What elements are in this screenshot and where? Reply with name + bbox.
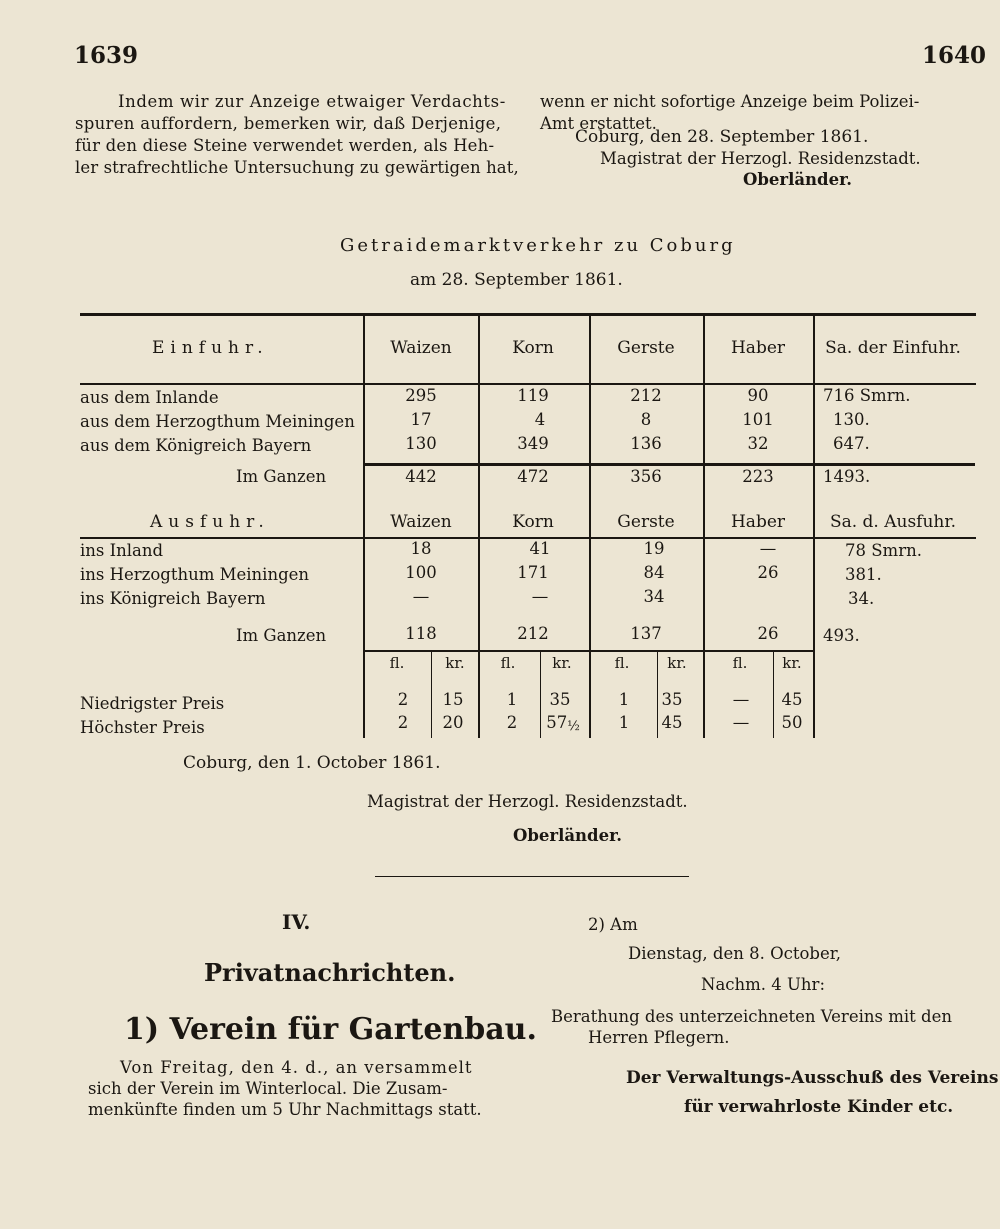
notice-authority: Magistrat der Herzogl. Residenzstadt. (600, 149, 921, 168)
cell-waizen-fl: 2 (397, 690, 409, 709)
column-rule (478, 316, 480, 738)
notice-line: ler strafrechtliche Untersuchung zu gewärtigen hat, (75, 158, 519, 177)
cell-waizen-kr: 15 (442, 690, 464, 709)
cell-waizen-kr: 20 (442, 713, 464, 732)
cell-sum: 130. (833, 410, 870, 429)
row-label: Im Ganzen (236, 467, 327, 486)
row-label: Höchster Preis (80, 718, 205, 737)
column-rule (589, 316, 591, 738)
cell-haber-kr: 45 (781, 690, 803, 709)
cell-korn: 472 (517, 467, 549, 486)
cell-gerste: 137 (630, 624, 662, 643)
item2-text: Herren Pflegern. (588, 1028, 730, 1047)
row-label: Niedrigster Preis (80, 694, 225, 713)
cell-haber: 223 (742, 467, 774, 486)
cell-haber: — (759, 539, 777, 558)
cell-gerste: 84 (643, 563, 665, 582)
table-rule-export-header (80, 537, 976, 539)
cell-sum: 647. (833, 434, 870, 453)
cell-waizen: 18 (410, 539, 432, 558)
notice-line: wenn er nicht sofortige Anzeige beim Polizei- (540, 92, 920, 111)
cell-korn-kr (546, 713, 580, 734)
market-authority: Magistrat der Herzogl. Residenzstadt. (367, 792, 688, 811)
cell-waizen: 100 (405, 563, 437, 582)
market-title: Getraidemarktverkehr zu Coburg (340, 235, 736, 256)
page-number-right: 1640 (922, 42, 987, 69)
unit-fl: fl. (389, 654, 405, 672)
header-cell: Korn (512, 338, 554, 358)
notice-line: Indem wir zur Anzeige etwaiger Verdachts- (118, 92, 506, 111)
cell-haber-fl: — (732, 690, 750, 709)
cell-gerste: 136 (630, 434, 662, 453)
cell-korn-fl: 2 (506, 713, 518, 732)
market-signature: Oberländer. (513, 826, 623, 845)
row-label: aus dem Inlande (80, 388, 219, 407)
unit-fl: fl. (732, 654, 748, 672)
table-rule-header (80, 383, 976, 385)
item2-line: Dienstag, den 8. October, (628, 944, 842, 963)
notice-signature: Oberländer. (743, 170, 853, 189)
header-cell: Haber (730, 512, 786, 532)
cell-haber: 90 (747, 386, 769, 405)
cell-haber: 32 (747, 434, 769, 453)
cell-korn: 4 (534, 410, 546, 429)
header-cell: Ausfuhr. (150, 512, 270, 532)
column-rule (703, 316, 705, 738)
cell-gerste-kr: 45 (661, 713, 683, 732)
cell-sum: 716 Smrn. (823, 386, 911, 405)
notice-date: Coburg, den 28. September 1861. (575, 127, 869, 147)
item1-line: menkünfte finden um 5 Uhr Nachmittags statt. (88, 1100, 482, 1119)
cell-korn: 212 (517, 624, 549, 643)
item1-line: Von Freitag, den 4. d., an versammelt (120, 1058, 473, 1077)
column-rule (431, 652, 432, 738)
cell-korn-fl: 1 (506, 690, 518, 709)
cell-korn: 349 (517, 434, 549, 453)
cell-korn-kr: 35 (549, 690, 571, 709)
unit-fl: fl. (614, 654, 630, 672)
unit-kr: kr. (667, 654, 687, 672)
column-rule (813, 316, 815, 738)
item2-line: Nachm. 4 Uhr: (701, 975, 825, 994)
cell-waizen: 130 (405, 434, 437, 453)
row-label: ins Inland (80, 541, 164, 560)
cell-gerste: 356 (630, 467, 662, 486)
header-cell: Einfuhr. (152, 338, 269, 358)
header-cell: Sa. d. Ausfuhr. (829, 512, 957, 532)
cell-korn: 41 (529, 539, 551, 558)
cell-korn: 119 (517, 386, 549, 405)
item1-title: 1) Verein für Gartenbau. (124, 1012, 537, 1047)
header-cell: Gerste (617, 338, 675, 358)
cell-waizen: 295 (405, 386, 437, 405)
market-date: Coburg, den 1. October 1861. (183, 753, 441, 773)
cell-sum: 34. (848, 589, 875, 608)
table-rule-import-sum (363, 463, 975, 466)
table-rule-top (80, 313, 976, 316)
unit-fl: fl. (500, 654, 516, 672)
row-label: ins Königreich Bayern (80, 589, 266, 608)
section-divider (375, 876, 689, 877)
cell-haber: 26 (757, 563, 779, 582)
cell-korn: 171 (517, 563, 549, 582)
cell-haber-fl: — (732, 713, 750, 732)
page-number-left: 1639 (74, 42, 139, 69)
notice-line: Amt erstattet. (540, 114, 657, 133)
item2-signature: für verwahrloste Kinder etc. (684, 1097, 954, 1117)
header-cell: Haber (730, 338, 786, 358)
header-cell: Korn (512, 512, 554, 532)
cell-haber-kr: 50 (781, 713, 803, 732)
market-subtitle: am 28. September 1861. (410, 270, 623, 290)
row-label: aus dem Herzogthum Meiningen (80, 412, 355, 431)
cell-waizen: 118 (405, 624, 437, 643)
item1-line: sich der Verein im Winterlocal. Die Zusam- (88, 1079, 448, 1098)
item2-line: 2) Am (588, 915, 638, 934)
notice-line: für den diese Steine verwendet werden, als Heh- (75, 136, 495, 155)
column-rule (363, 316, 365, 738)
cell-haber: 26 (757, 624, 779, 643)
item2-text: Berathung des unterzeichneten Vereins mit den (551, 1007, 952, 1026)
cell-gerste-fl: 1 (618, 713, 630, 732)
cell-waizen: 17 (410, 410, 432, 429)
cell-sum: 1493. (823, 467, 871, 486)
section-number: IV. (282, 910, 311, 934)
cell-gerste: 8 (640, 410, 652, 429)
row-label: Im Ganzen (236, 626, 327, 645)
cell-waizen: 442 (405, 467, 437, 486)
section-title: Privatnachrichten. (204, 958, 456, 987)
cell-gerste: 19 (643, 539, 665, 558)
cell-gerste-fl: 1 (618, 690, 630, 709)
cell-sum: 493. (823, 626, 860, 645)
header-cell: Waizen (390, 338, 452, 358)
cell-sum: 381. (845, 565, 882, 584)
cell-korn: — (531, 587, 549, 606)
row-label: aus dem Königreich Bayern (80, 436, 312, 455)
cell-gerste-kr: 35 (661, 690, 683, 709)
cell-gerste: 212 (630, 386, 662, 405)
header-cell: Gerste (617, 512, 675, 532)
notice-line: spuren auffordern, bemerken wir, daß Derjenige, (75, 114, 502, 133)
header-cell: Sa. der Einfuhr. (825, 338, 961, 358)
cell-haber: 101 (742, 410, 774, 429)
column-rule (540, 652, 541, 738)
column-rule (657, 652, 658, 738)
cell-sum: 78 Smrn. (845, 541, 922, 560)
cell-gerste: 34 (643, 587, 665, 606)
unit-kr: kr. (782, 654, 802, 672)
cell-waizen-fl: 2 (397, 713, 409, 732)
unit-kr: kr. (552, 654, 572, 672)
korn-kr-value: 57 (546, 713, 568, 732)
row-label: ins Herzogthum Meiningen (80, 565, 310, 584)
unit-kr: kr. (445, 654, 465, 672)
cell-waizen: — (412, 587, 430, 606)
header-cell: Waizen (390, 512, 452, 532)
item2-signature: Der Verwaltungs-Ausschuß des Vereins (626, 1068, 999, 1088)
korn-kr-fraction: ½ (567, 719, 580, 734)
column-rule (773, 652, 774, 738)
